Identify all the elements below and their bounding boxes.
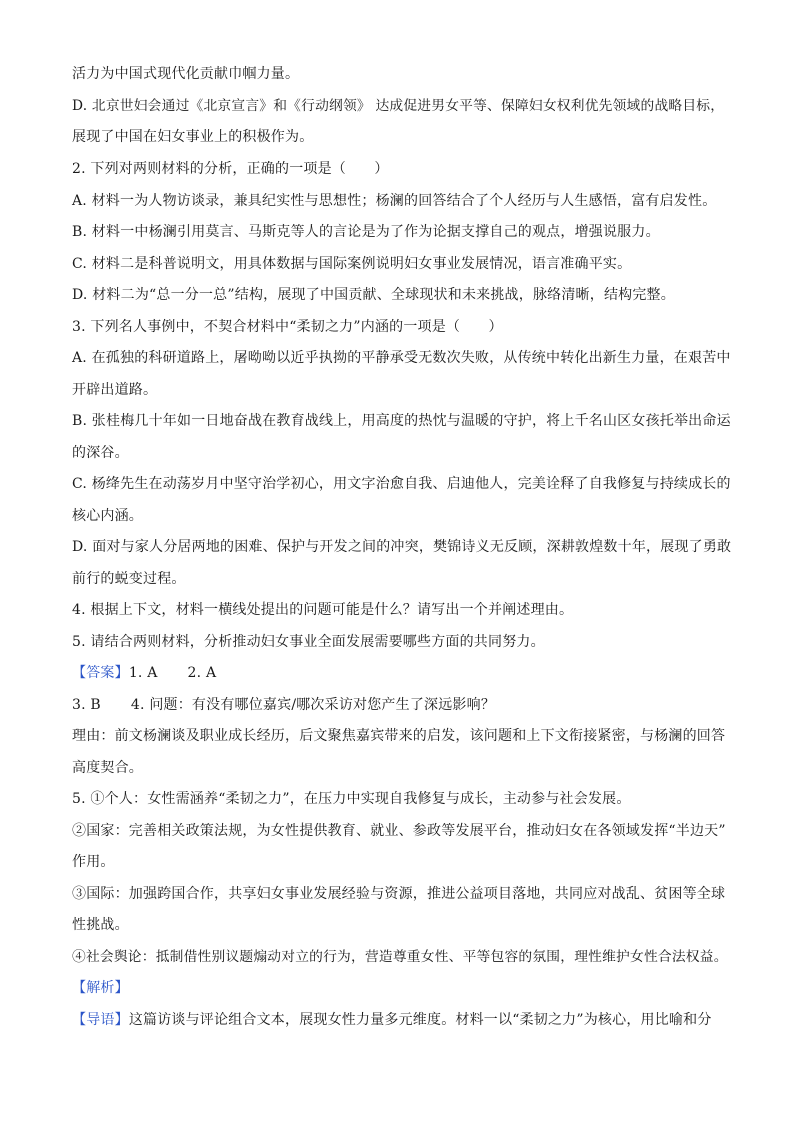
answer-label: 【答案】 <box>72 665 129 681</box>
question-3: 3. 下列名人事例中，不契合材料中“柔韧之力”内涵的一项是（ ） <box>72 319 503 335</box>
text-line: ④社会舆论：抵制借性别议题煽动对立的行为，营造尊重女性、平等包容的氛围，理性维护女性合法权益。 <box>72 949 728 965</box>
guide-line <box>72 1010 712 1030</box>
answer-line <box>72 695 495 715</box>
option-d: D. 面对与家人分居两地的困难、保护与开发之间的冲突，樊锦诗义无反顾，深耕敦煌数十年，展现了勇敢 <box>72 539 732 555</box>
answer-3: 3. B <box>72 697 101 713</box>
text-line: 展现了中国在妇女事业上的积极作为。 <box>72 129 314 145</box>
option-b: B. 张桂梅几十年如一日地奋战在教育战线上，用高度的热忱与温暖的守护，将上千名山区女孩托举出命运 <box>72 413 731 429</box>
text-line: 活力为中国式现代化贡献巾帼力量。 <box>72 66 300 82</box>
answer-line <box>72 663 216 683</box>
analysis-line <box>72 978 129 998</box>
option-a: A. 在孤独的科研道路上，屠呦呦以近乎执拗的平静承受无数次失败，从传统中转化出新生力量，在艰苦中 <box>72 350 731 366</box>
text-line: ②国家：完善相关政策法规，为女性提供教育、就业、参政等发展平台，推动妇女在各领域发挥“半边天” <box>72 823 726 839</box>
question-5: 5. 请结合两则材料，分析推动妇女事业全面发展需要哪些方面的共同努力。 <box>72 634 545 650</box>
option-d: D. 材料二为“总一分一总”结构，展现了中国贡献、全球现状和未来挑战，脉络清晰，结构完整。 <box>72 287 675 303</box>
guide-text: 这篇访谈与评论组合文本，展现女性力量多元维度。材料一以“柔韧之力”为核心，用比喻和分 <box>128 1012 712 1028</box>
question-4: 4. 根据上下文，材料一横线处提出的问题可能是什么？请写出一个并阐述理由。 <box>72 602 574 618</box>
answer-1: 1. A <box>128 665 158 681</box>
text-line: 性挑战。 <box>72 917 129 933</box>
text-line: 作用。 <box>72 854 115 870</box>
guide-label: 【导语】 <box>72 1012 129 1028</box>
option-c: C. 材料二是科普说明文，用具体数据与国际案例说明妇女事业发展情况，语言准确平实。 <box>72 256 632 272</box>
answer-2: 2. A <box>187 665 217 681</box>
text-line: 开辟出道路。 <box>72 382 158 398</box>
answer-4: 4. 问题：有没有哪位嘉宾/哪次采访对您产生了深远影响？ <box>130 697 496 713</box>
text-line: 高度契合。 <box>72 760 143 776</box>
analysis-label: 【解析】 <box>72 980 129 996</box>
option-b: B. 材料一中杨澜引用莫言、马斯克等人的言论是为了作为论据支撑自己的观点，增强说服力。 <box>72 224 660 240</box>
text-line: 核心内涵。 <box>72 508 143 524</box>
option-c: C. 杨绛先生在动荡岁月中坚守治学初心，用文字治愈自我、启迪他人，完美诠释了自我修复与持续成长的 <box>72 476 731 492</box>
question-2: 2. 下列对两则材料的分析，正确的一项是（ ） <box>72 161 389 177</box>
option-a: A. 材料一为人物访谈录，兼具纪实性与思想性；杨澜的回答结合了个人经历与人生感悟，富有启发性。 <box>72 193 717 209</box>
text-line: 理由：前文杨澜谈及职业成长经历，后文聚焦嘉宾带来的启发，该问题和上下文衔接紧密，与杨澜的回答 <box>72 728 726 744</box>
text-line: 的深谷。 <box>72 445 129 461</box>
text-line: D. 北京世妇会通过《北京宣言》和《行动纲领》 达成促进男女平等、保障妇女权利优先领域的战略目标， <box>72 98 725 114</box>
answer-5: 5. ①个人：女性需涵养“柔韧之力”，在压力中实现自我修复与成长，主动参与社会发展。 <box>72 791 631 807</box>
text-line: 前行的蜕变过程。 <box>72 571 186 587</box>
text-line: ③国际：加强跨国合作，共享妇女事业发展经验与资源，推进公益项目落地，共同应对战乱、贫困等全球 <box>72 886 726 902</box>
